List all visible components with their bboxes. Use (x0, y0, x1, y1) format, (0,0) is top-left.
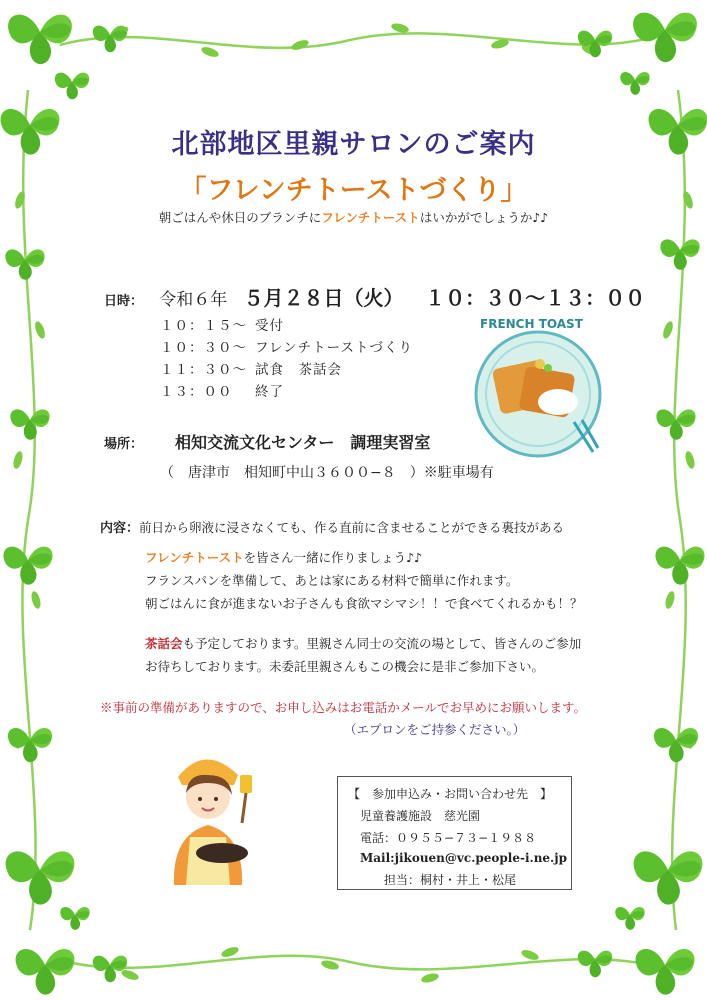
page-title: 北部地区里親サロンのご案内 (171, 129, 536, 160)
venue: 場所： 相知交流文化センター 調理実習室 (104, 433, 431, 452)
contact-org: 児童養護施設 慈光園 (360, 809, 481, 823)
schedule-row: １１：３０〜 試食 茶話会 (160, 362, 342, 378)
venue-address: （ 唐津市 相知町中山３６００−８ ）※駐車場有 (160, 465, 494, 481)
event-subtitle: 「フレンチトーストづくり」 (179, 175, 528, 206)
contact-box (337, 776, 572, 890)
content-paragraph: 朝ごはんに食が進まないお子さんも食欲マシマシ！！で食べてくれるかも！？ (145, 596, 583, 611)
contact-staff: 担当：桐村・井上・松尾 (384, 873, 517, 887)
content-line: 内容：前日から卵液に浸さなくても、作る直前に含ませることができる裏技がある (100, 520, 565, 536)
event-time: １０：３０〜１３：００ (425, 286, 646, 310)
date-month-day: ５月２８日（火） (243, 286, 404, 310)
contact-header: 【 参加申込み・お問い合わせ先 】 (348, 787, 553, 801)
content-paragraph: お待ちしております。未委託里親さんもこの機会に是非ご参加下さい。 (145, 659, 545, 674)
intro-text: 朝ごはんや休日のブランチにフレンチトーストはいかがでしょうか♪♪ (158, 210, 549, 225)
content-paragraph: フレンチトーストを皆さん一緒に作りましょう♪♪ (145, 550, 423, 565)
schedule-row: １０：３０〜 フレンチトーストづくり (160, 340, 413, 356)
venue-name: 相知交流文化センター 調理実習室 (175, 433, 431, 452)
schedule-row: １０：１５〜 受付 (160, 318, 284, 334)
schedule-row: １３：００ 終了 (160, 384, 284, 400)
contact-phone: 電話：０９５５−７３−１９８８ (360, 831, 537, 845)
notice-text: ※事前の準備がありますので、お申し込みはお電話かメールでお早めにお願いします。 (100, 700, 587, 715)
date-era: 令和６年 (159, 290, 228, 310)
contact-email[interactable]: Mail:jikouen@vc.people-i.ne.jp (360, 851, 567, 865)
event-datetime: 日時： 令和６年 ５月２８日（火） １０：３０〜１３：００ (104, 286, 646, 310)
content-paragraph: 茶話会も予定しております。里親さん同士の交流の場として、皆さんのご参加 (145, 636, 582, 651)
apron-note: （エプロンをご持参ください。） (344, 722, 526, 737)
french-toast-illustration (458, 302, 618, 462)
cook-illustration (160, 745, 270, 895)
content-paragraph: フランスパンを準備して、あとは家にある材料で簡単に作れます。 (145, 573, 519, 588)
illustration-label: FRENCH TOAST (480, 317, 583, 331)
